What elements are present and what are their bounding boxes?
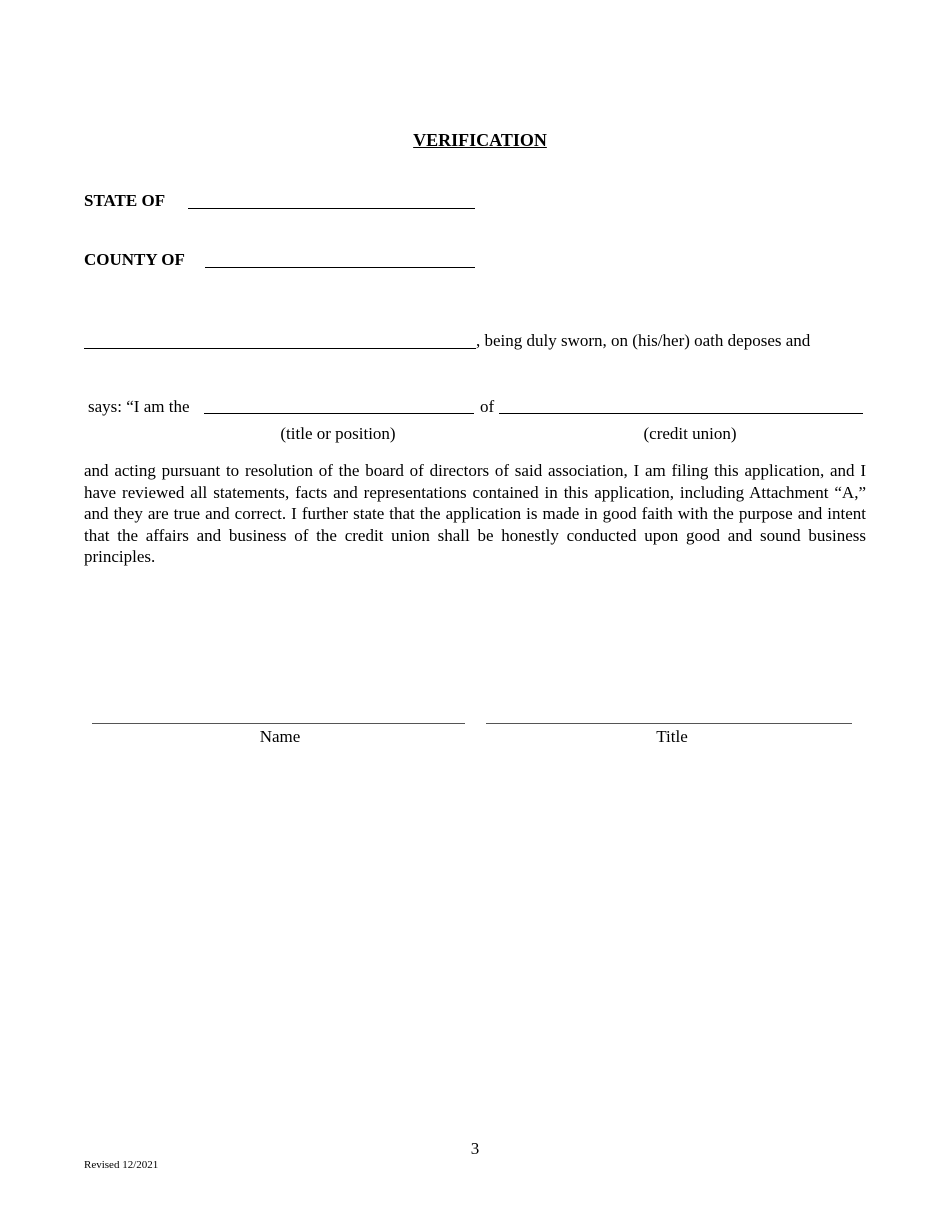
title-position-caption: (title or position) xyxy=(280,424,396,443)
page-title: VERIFICATION xyxy=(413,130,547,150)
credit-union-field[interactable] xyxy=(499,413,863,414)
signature-name-field[interactable] xyxy=(92,723,465,724)
of-text: of xyxy=(480,397,495,416)
sworn-text: , being duly sworn, on (his/her) oath deposes and xyxy=(476,331,811,350)
county-field[interactable] xyxy=(205,267,475,268)
title-position-field[interactable] xyxy=(204,413,474,414)
credit-union-caption: (credit union) xyxy=(643,424,737,443)
county-label: COUNTY OF xyxy=(84,250,185,269)
revised-note: Revised 12/2021 xyxy=(84,1159,159,1171)
signature-title-field[interactable] xyxy=(486,723,852,724)
says-text: says: “I am the xyxy=(88,397,190,416)
affiant-name-field[interactable] xyxy=(84,348,476,349)
title-caption: Title xyxy=(656,727,688,746)
body-paragraph: and acting pursuant to resolution of the board of directors of said association, I am filing this application, and I have reviewed all statements, facts and representations contained in this application, including Attachment “A,” and they are true and correct. I further state that the application is made in good faith with the purpose and intent that the affairs and business of the credit union shall be honestly conducted upon good and sound business principles. xyxy=(84,461,866,566)
name-caption: Name xyxy=(259,727,301,746)
state-label: STATE OF xyxy=(84,191,166,210)
page-number: 3 xyxy=(470,1139,480,1158)
state-field[interactable] xyxy=(188,208,475,209)
